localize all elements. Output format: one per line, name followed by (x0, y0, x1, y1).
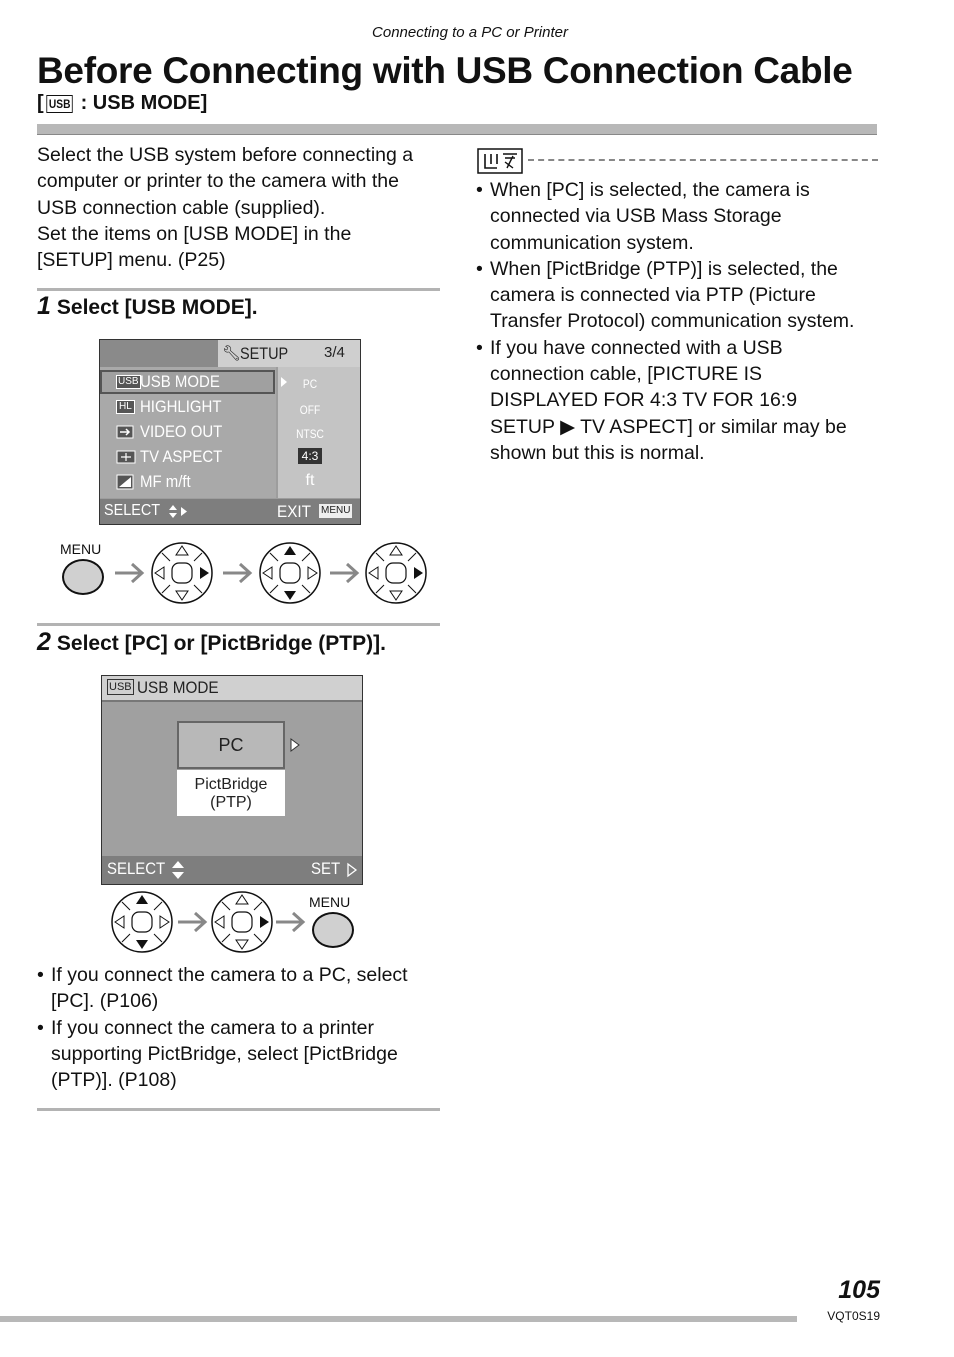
video-out-icon (116, 425, 134, 439)
intro-line: computer or printer to the camera with the (37, 170, 399, 193)
step-2-notes (37, 962, 447, 1093)
up-down-icon (170, 859, 186, 881)
setup-header (218, 340, 360, 367)
arrow-right-icon (327, 560, 361, 586)
setup-row-label: VIDEO OUT (140, 422, 223, 441)
note-line: supporting PictBridge, select [PictBridge (51, 1042, 398, 1065)
footer-select-label: SELECT (104, 502, 161, 519)
step-label: Select [USB MODE]. (56, 296, 258, 319)
mf-icon (116, 474, 134, 490)
usb-screen-header (102, 676, 362, 702)
option-pc-label: PC (218, 735, 244, 755)
note-line: camera is connected via PTP (Picture (490, 284, 816, 307)
list-item (476, 256, 896, 335)
step-2-heading (37, 628, 386, 657)
usb-icon: USB (118, 376, 139, 387)
option-pictbridge[interactable] (177, 770, 285, 816)
note-line: • When [PictBridge (PTP)] is selected, the (490, 257, 838, 280)
setup-value: NTSC (296, 427, 324, 441)
arrow-right-icon (220, 560, 254, 586)
subtitle-text: : USB MODE] (75, 92, 208, 114)
note-line: • If you connect the camera to a PC, select (51, 964, 408, 986)
setup-value: 4:3 (298, 448, 322, 464)
highlight-icon: HL (116, 400, 135, 414)
cursor-pad-up-down-icon[interactable] (258, 541, 322, 605)
section-rule (37, 623, 440, 626)
step-number: 1 (37, 292, 51, 320)
cursor-pad-right-icon[interactable] (210, 890, 274, 954)
section-rule (37, 288, 440, 291)
cursor-pad-right-icon[interactable] (150, 541, 214, 605)
tv-aspect-icon (116, 449, 136, 465)
setup-value: PC (302, 377, 318, 391)
setup-row-label: MF m/ft (140, 472, 191, 491)
intro-line: Select the USB system before connecting a (37, 144, 414, 166)
menu-key-icon: MENU (321, 505, 351, 516)
menu-button-label: MENU (60, 541, 102, 557)
step-number: 2 (37, 628, 51, 656)
intro-line: Set the items on [USB MODE] in the (37, 222, 352, 245)
menu-button[interactable] (62, 559, 104, 595)
running-head: Connecting to a PC or Printer (372, 24, 568, 41)
arrow-right-icon (175, 909, 209, 935)
option-pc[interactable] (177, 721, 285, 769)
setup-value: ft (305, 472, 315, 489)
note-line: DISPLAYED FOR 4:3 TV FOR 16:9 (490, 389, 798, 412)
arrow-right-icon (112, 560, 146, 586)
page-title: Before Connecting with USB Connection Cable (37, 50, 853, 91)
title-rule (37, 124, 877, 135)
note-line: shown but this is normal. (490, 441, 705, 464)
setup-page-indicator: 3/4 (324, 344, 345, 361)
dashed-divider (528, 159, 878, 161)
intro-line: USB connection cable (supplied). (37, 196, 326, 219)
page-subtitle (37, 92, 207, 115)
note-line: SETUP ▶ TV ASPECT] or similar may be (490, 415, 847, 438)
setup-header-left (100, 340, 218, 367)
usb-screen-title: USB MODE (137, 678, 219, 697)
note-line: connected via USB Mass Storage (490, 205, 782, 228)
setup-value: OFF (299, 403, 321, 417)
subtitle-bracket: [ (37, 92, 44, 114)
setup-menu-screen (99, 339, 361, 525)
note-line: • If you have connected with a USB (490, 336, 783, 359)
option-pictbridge-line: PictBridge (194, 776, 268, 793)
note-line: communication system. (490, 231, 694, 254)
doc-code: VQT0S19 (827, 1309, 880, 1323)
usb-mode-screen (101, 675, 363, 885)
note-icon (477, 148, 523, 174)
note-line: (PTP)]. (P108) (51, 1069, 177, 1092)
setup-row-label: USB MODE (140, 372, 220, 391)
step-1-heading (37, 292, 258, 321)
list-item (476, 335, 896, 466)
setup-footer (100, 499, 360, 524)
cursor-pad-right-icon[interactable] (364, 541, 428, 605)
list-item (476, 177, 896, 256)
note-line: • When [PC] is selected, the camera is (490, 179, 810, 201)
setup-header-label: SETUP (240, 344, 289, 363)
intro-paragraph (37, 142, 447, 273)
usb-icon: USB (46, 95, 73, 113)
option-pictbridge-line: (PTP) (210, 794, 252, 811)
list-item (37, 1015, 447, 1094)
step-label: Select [PC] or [PictBridge (PTP)]. (56, 632, 386, 655)
menu-button-label: MENU (309, 894, 351, 910)
setup-row-label: HIGHLIGHT (140, 397, 222, 416)
usb-screen-footer (102, 856, 362, 884)
list-item (37, 962, 447, 1015)
note-line: • If you connect the camera to a printer (51, 1016, 375, 1039)
menu-button[interactable] (312, 912, 354, 948)
up-down-right-icon (168, 504, 190, 519)
right-arrow-icon (346, 862, 358, 878)
note-line: Transfer Protocol) communication system. (490, 310, 855, 333)
arrow-right-icon (273, 909, 307, 935)
usb-icon: USB (109, 681, 132, 693)
note-line: connection cable, [PICTURE IS (490, 363, 763, 386)
footer-set-label: SET (311, 859, 341, 878)
footer-exit-label: EXIT (277, 502, 312, 521)
right-notes (476, 177, 896, 466)
cursor-pad-up-down-icon[interactable] (110, 890, 174, 954)
footer-rule (0, 1316, 797, 1322)
intro-line: [SETUP] menu. (P25) (37, 249, 226, 272)
page-number: 105 (838, 1276, 880, 1304)
section-rule (37, 1108, 440, 1111)
right-arrow-icon (289, 737, 301, 753)
note-line: [PC]. (P106) (51, 990, 159, 1013)
footer-select-label: SELECT (107, 859, 166, 878)
setup-row-label: TV ASPECT (140, 447, 223, 466)
wrench-icon: 🔧︎ (222, 345, 242, 362)
